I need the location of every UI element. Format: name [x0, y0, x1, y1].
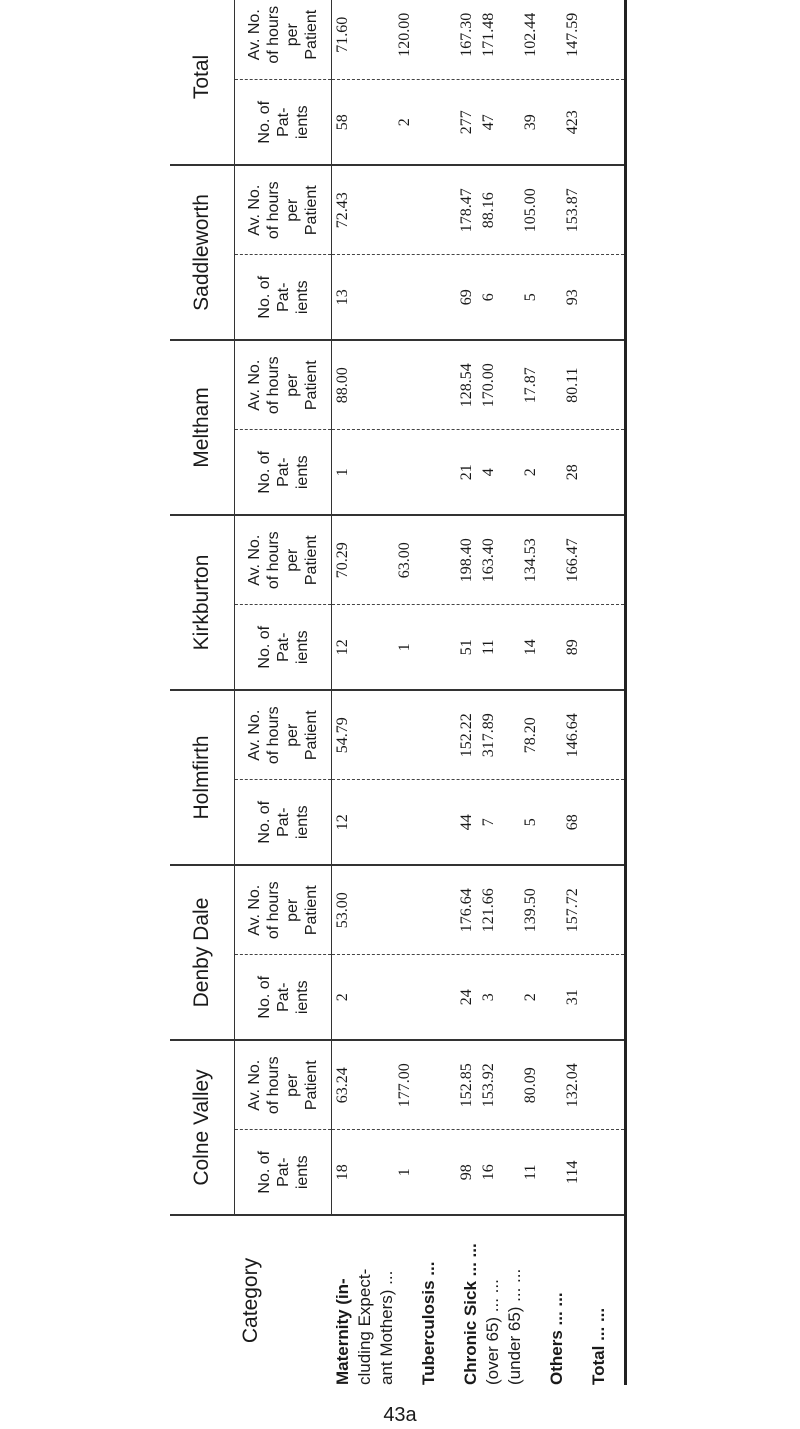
row-label-others: Others ... ...: [546, 1292, 566, 1385]
subheader-patients: No. of Pat- ients: [235, 955, 332, 1040]
category-labels: [332, 1215, 626, 1385]
row-label-tuberculosis: Tuberculosis ...: [418, 1261, 438, 1385]
denby-dale-hours-column: 53.00 176.64 121.66 139.50 157.72: [332, 865, 626, 955]
kirkburton-patients-column: 12 1 51 11 14 89: [332, 605, 626, 690]
subheader-hours: Av. No. of hours per Patient: [235, 690, 332, 780]
subheader-patients: No. of Pat- ients: [235, 80, 332, 165]
colne-valley-patients-column: 18 1 98 16 11 114: [332, 1130, 626, 1215]
subheader-patients: No. of Pat- ients: [235, 1130, 332, 1215]
page-number: 43a: [383, 1404, 417, 1426]
holmfirth-hours-column: 54.79 152.22 317.89 78.20 146.64: [332, 690, 626, 780]
meltham-patients-column: 1 21 4 2 28: [332, 430, 626, 515]
subheader-hours: Av. No. of hours per Patient: [235, 340, 332, 430]
category-header: Category: [238, 1257, 262, 1344]
subheader-patients: No. of Pat- ients: [235, 255, 332, 340]
subheader-patients: No. of Pat- ients: [235, 780, 332, 865]
header-total: Total: [170, 0, 235, 165]
saddleworth-hours-column: 72.43 178.47 88.16 105.00 153.87: [332, 165, 626, 255]
subheader-hours: Av. No. of hours per Patient: [235, 515, 332, 605]
total-hours-column: 71.60 120.00 167.30 171.48 102.44 147.59: [332, 0, 626, 80]
subheader-patients: No. of Pat- ients: [235, 605, 332, 690]
row-label-maternity: Maternity (in- cluding Expect- ant Mothers) ...: [332, 1268, 396, 1385]
subheader-hours: Av. No. of hours per Patient: [235, 0, 332, 80]
header-colne-valley: Colne Valley: [170, 1040, 235, 1215]
row-label-chronic-sick: Chronic Sick ... ... (over 65) ... ... (under 65) ... ...: [460, 1243, 524, 1385]
header-denby-dale: Denby Dale: [170, 865, 235, 1040]
row-label-total: Total ... ...: [588, 1307, 608, 1385]
header-meltham: Meltham: [170, 340, 235, 515]
subheader-hours: Av. No. of hours per Patient: [235, 1040, 332, 1130]
header-holmfirth: Holmfirth: [170, 690, 235, 865]
subheader-hours: Av. No. of hours per Patient: [235, 865, 332, 955]
kirkburton-hours-column: 70.29 63.00 198.40 163.40 134.53 166.47: [332, 515, 626, 605]
holmfirth-patients-column: 12 44 7 5 68: [332, 780, 626, 865]
hours-per-patient-table: [170, 0, 627, 1385]
total-patients-column: 58 2 277 47 39 423: [332, 80, 626, 165]
subheader-hours: Av. No. of hours per Patient: [235, 165, 332, 255]
colne-valley-hours-column: 63.24 177.00 152.85 153.92 80.09 132.04: [332, 1040, 626, 1130]
header-saddleworth: Saddleworth: [170, 165, 235, 340]
denby-dale-patients-column: 2 24 3 2 31: [332, 955, 626, 1040]
meltham-hours-column: 88.00 128.54 170.00 17.87 80.11: [332, 340, 626, 430]
subheader-patients: No. of Pat- ients: [235, 430, 332, 515]
rotated-table-wrapper: [170, 0, 690, 1385]
saddleworth-patients-column: 13 69 6 5 93: [332, 255, 626, 340]
header-kirkburton: Kirkburton: [170, 515, 235, 690]
